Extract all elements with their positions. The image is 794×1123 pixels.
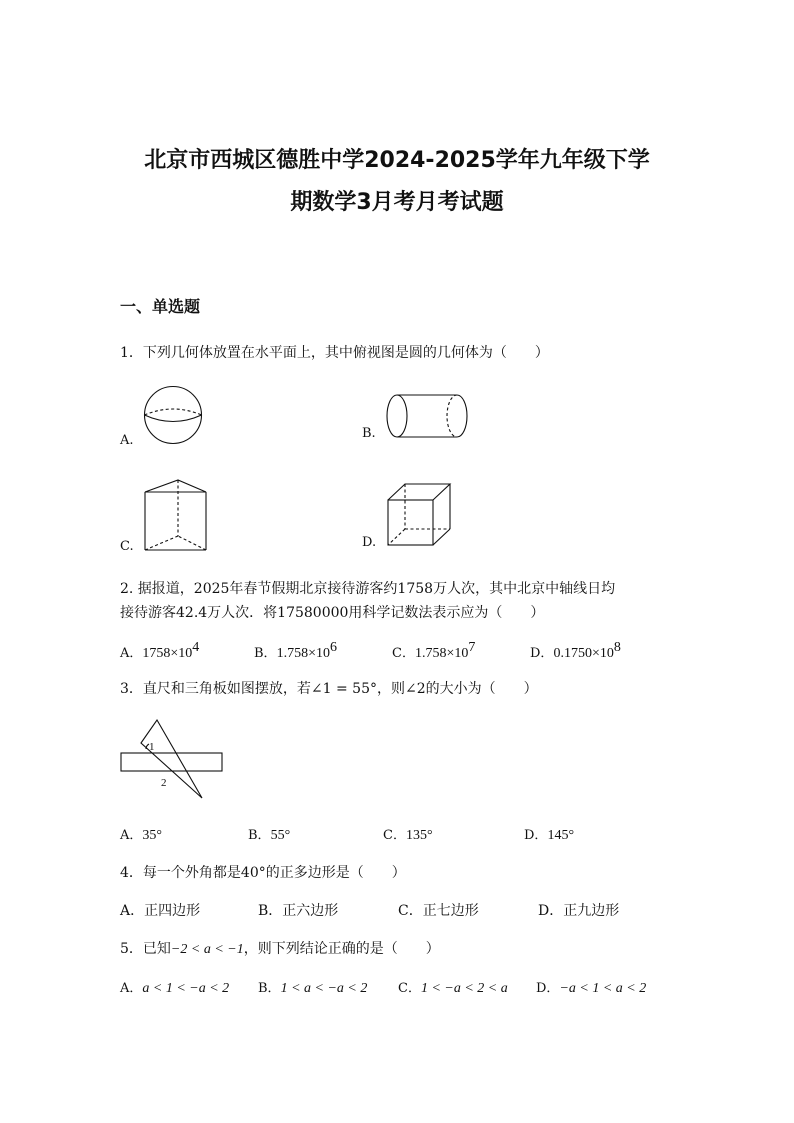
triangular-prism-icon [142, 478, 212, 554]
q1-option-c-label: C. [120, 539, 134, 554]
angle-1-label: 1 [149, 741, 155, 753]
q3-option-b: B．55° [248, 828, 291, 843]
question-2-line-2: 接待游客42.4万人次．将17580000用科学记数法表示应为（ ） [120, 605, 545, 621]
q4-option-c: C．正七边形 [398, 903, 479, 919]
q4-option-d: D．正九边形 [538, 903, 620, 919]
ruler-triangle-figure [118, 718, 228, 802]
q5-option-c: C．1 < −a < 2 < a [398, 981, 508, 996]
section-heading: 一、单选题 [120, 297, 201, 316]
question-5-text: 5．已知−2 < a < −1，则下列结论正确的是（ ） [120, 941, 440, 957]
sphere-icon [142, 386, 206, 446]
q3-option-c: C．135° [383, 828, 433, 843]
q5-option-b: B．1 < a < −a < 2 [258, 981, 368, 996]
q2-option-b-value: 1.758×10 [276, 646, 330, 661]
question-2-line-1: 2. 据报道，2025年春节假期北京接待游客约1758万人次，其中北京中轴线日均 [120, 581, 616, 597]
q2-option-d: D．$0.1750\times 10^8$ [530, 640, 621, 661]
q3-option-a: A．35° [120, 828, 162, 843]
page-title-line-1: 北京市西城区德胜中学2024-2025学年九年级下学 [144, 148, 650, 173]
q3-option-d: D．145° [524, 828, 575, 843]
q5-condition: −2 < a < −1 [170, 942, 244, 957]
q5-option-d: D．−a < 1 < a < 2 [536, 981, 647, 996]
q4-option-b: B．正六边形 [258, 903, 339, 919]
q2-option-b: B．$1.758\times 10^6$ [254, 640, 337, 661]
question-4-text: 4．每一个外角都是40°的正多边形是（ ） [120, 865, 406, 881]
q2-option-d-value: 0.1750×10 [553, 646, 614, 661]
q2-option-a-value: 1758×10 [142, 646, 193, 661]
triangle-shape [141, 720, 202, 798]
q1-option-b-label: B. [362, 426, 376, 441]
question-1-text: 1．下列几何体放置在水平面上，其中俯视图是圆的几何体为（ ） [120, 345, 549, 361]
cylinder-icon [384, 392, 474, 442]
q4-option-a: A．正四边形 [120, 903, 201, 919]
question-3-text: 3．直尺和三角板如图摆放，若∠1 = 55°，则∠2的大小为（ ） [120, 681, 538, 697]
q5-option-a: A．a < 1 < −a < 2 [120, 981, 230, 996]
ruler-shape [121, 753, 222, 771]
page-title-line-2: 期数学3月考月考试题 [290, 190, 504, 215]
angle-2-label: 2 [161, 777, 167, 789]
q2-option-a: A．$1758\times 10^4$ [120, 640, 200, 661]
q1-option-a-label: A. [120, 433, 134, 448]
q1-option-d-label: D. [362, 535, 377, 550]
q2-option-c-value: 1.758×10 [414, 646, 469, 661]
q2-option-c: C．$1.758\times 10^7$ [392, 640, 476, 661]
cube-icon [385, 482, 455, 550]
